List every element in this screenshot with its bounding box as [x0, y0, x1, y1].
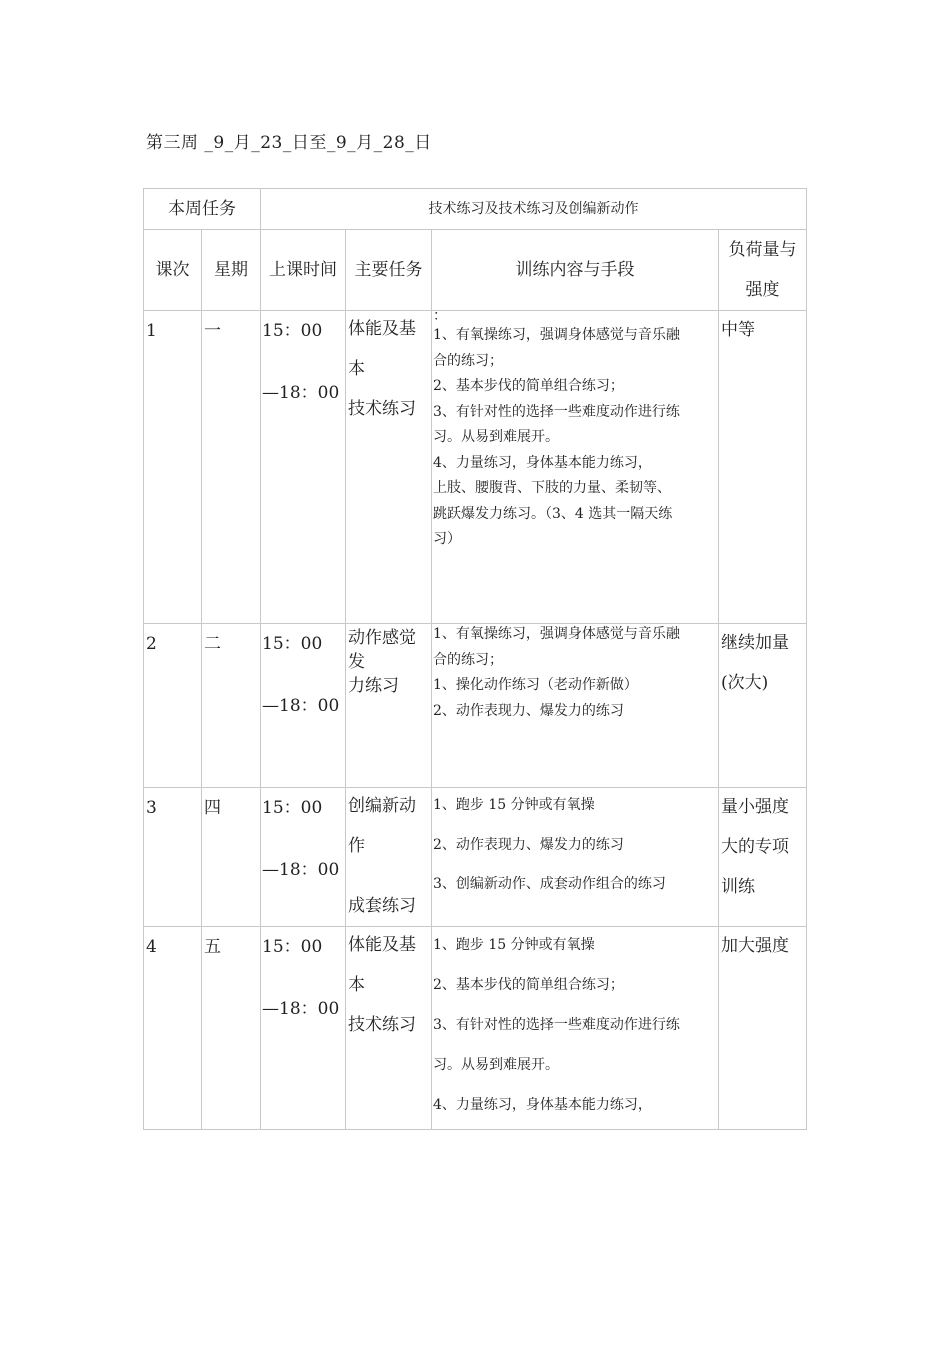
content-line: 1、有氧操练习，强调身体感觉与音乐融	[433, 327, 680, 343]
weekday: 五	[204, 937, 221, 957]
time-end: —18：00	[262, 383, 340, 403]
time-end: —18：00	[262, 860, 340, 880]
training-content	[432, 624, 718, 725]
table-row	[144, 788, 807, 927]
main-task-line: 技术练习	[348, 399, 416, 419]
content-line: 跳跃爆发力练习。（3、4 选其一隔天练	[433, 505, 673, 522]
main-task-line: 力练习	[348, 676, 399, 696]
content-line: 1、操化动作练习（老动作新做）	[433, 677, 638, 693]
content-line: 3、有针对性的选择一些难度动作进行练	[433, 1017, 680, 1033]
header-load	[719, 230, 807, 311]
content-line: 2、基本步伐的简单组合练习；	[433, 977, 624, 993]
main-task-line: 体能及基本	[348, 935, 416, 995]
content-line: 1、跑步 15 分钟或有氧操	[433, 937, 595, 953]
header-content: 训练内容与手段	[432, 230, 719, 311]
content-line: 上肢、腰腹背、下肢的力量、柔韧等、	[433, 480, 671, 496]
lesson-no: 3	[146, 798, 157, 818]
header-load-line2: 强度	[745, 280, 780, 300]
class-time	[261, 624, 345, 738]
content-line: 1、有氧操练习，强调身体感觉与音乐融	[433, 626, 680, 642]
lesson-no: 2	[146, 634, 157, 654]
load-line: 继续加量	[721, 633, 789, 653]
training-content	[432, 788, 718, 905]
main-task	[346, 927, 431, 1046]
lesson-no: 4	[146, 937, 157, 957]
content-line: 2、动作表现力、爆发力的练习	[433, 702, 624, 719]
main-task-line: 体能及基本	[348, 319, 416, 379]
header-weekday: 星期	[202, 230, 261, 311]
table-row	[144, 624, 807, 788]
load-line: 中等	[721, 320, 755, 340]
main-task	[346, 624, 431, 698]
load-intensity	[719, 788, 806, 908]
load-line: 训练	[721, 877, 755, 897]
content-line: ：	[433, 310, 447, 324]
weekday: 二	[204, 634, 221, 654]
content-line: 2、动作表现力、爆发力的练习	[433, 836, 624, 853]
weekly-task-row	[144, 189, 807, 230]
lesson-no: 1	[146, 321, 157, 341]
weekday: 四	[204, 798, 221, 818]
week-title: 第三周 _9_月_23_日至_9_月_28_日	[146, 133, 432, 153]
weekly-task-value: 技术练习及技术练习及创编新动作	[261, 189, 807, 230]
table-row	[144, 311, 807, 624]
training-content	[432, 927, 718, 1126]
header-load-line1: 负荷量与	[728, 240, 797, 260]
load-line: (次大)	[721, 673, 769, 693]
main-task-line: 成套练习	[348, 896, 416, 916]
content-line: 习。从易到难展开。	[433, 1057, 559, 1073]
main-task	[346, 311, 431, 430]
load-intensity	[719, 927, 806, 967]
time-start: 15：00	[262, 937, 323, 957]
content-line: 3、创编新动作、成套动作组合的练习	[433, 876, 666, 892]
class-time	[261, 927, 345, 1041]
content-line: 2、基本步伐的简单组合练习；	[433, 378, 624, 394]
header-lesson-no: 课次	[144, 230, 202, 311]
content-line: 3、有针对性的选择一些难度动作进行练	[433, 403, 680, 420]
load-intensity	[719, 624, 806, 704]
load-intensity	[719, 311, 806, 351]
time-start: 15：00	[262, 321, 323, 341]
table-header-row	[144, 230, 807, 311]
training-plan-table	[143, 188, 807, 1130]
table-row	[144, 927, 807, 1130]
load-line: 大的专项	[721, 837, 789, 857]
load-line: 量小强度	[721, 797, 789, 817]
time-start: 15：00	[262, 798, 323, 818]
content-line: 合的练习；	[433, 352, 503, 369]
content-line: 1、跑步 15 分钟或有氧操	[433, 797, 595, 813]
main-task-line: 创编新动作	[348, 796, 416, 856]
training-content	[432, 311, 718, 553]
class-time	[261, 311, 345, 425]
time-start: 15：00	[262, 634, 323, 654]
time-end: —18：00	[262, 999, 340, 1019]
weekday: 一	[204, 321, 221, 341]
header-class-time: 上课时间	[261, 230, 346, 311]
content-line: 4、力量练习，身体基本能力练习，	[433, 1097, 652, 1113]
content-line: 4、力量练习，身体基本能力练习，	[433, 454, 652, 471]
main-task	[346, 788, 431, 927]
class-time	[261, 788, 345, 902]
content-line: 习）	[433, 531, 461, 547]
weekly-task-label: 本周任务	[144, 189, 261, 230]
load-line: 加大强度	[721, 936, 789, 956]
main-task-line: 动作感觉发	[348, 628, 416, 672]
content-line: 习。从易到难展开。	[433, 429, 559, 445]
header-main-task: 主要任务	[346, 230, 432, 311]
content-line: 合的练习；	[433, 651, 503, 668]
main-task-line: 技术练习	[348, 1015, 416, 1035]
time-end: —18：00	[262, 696, 340, 716]
